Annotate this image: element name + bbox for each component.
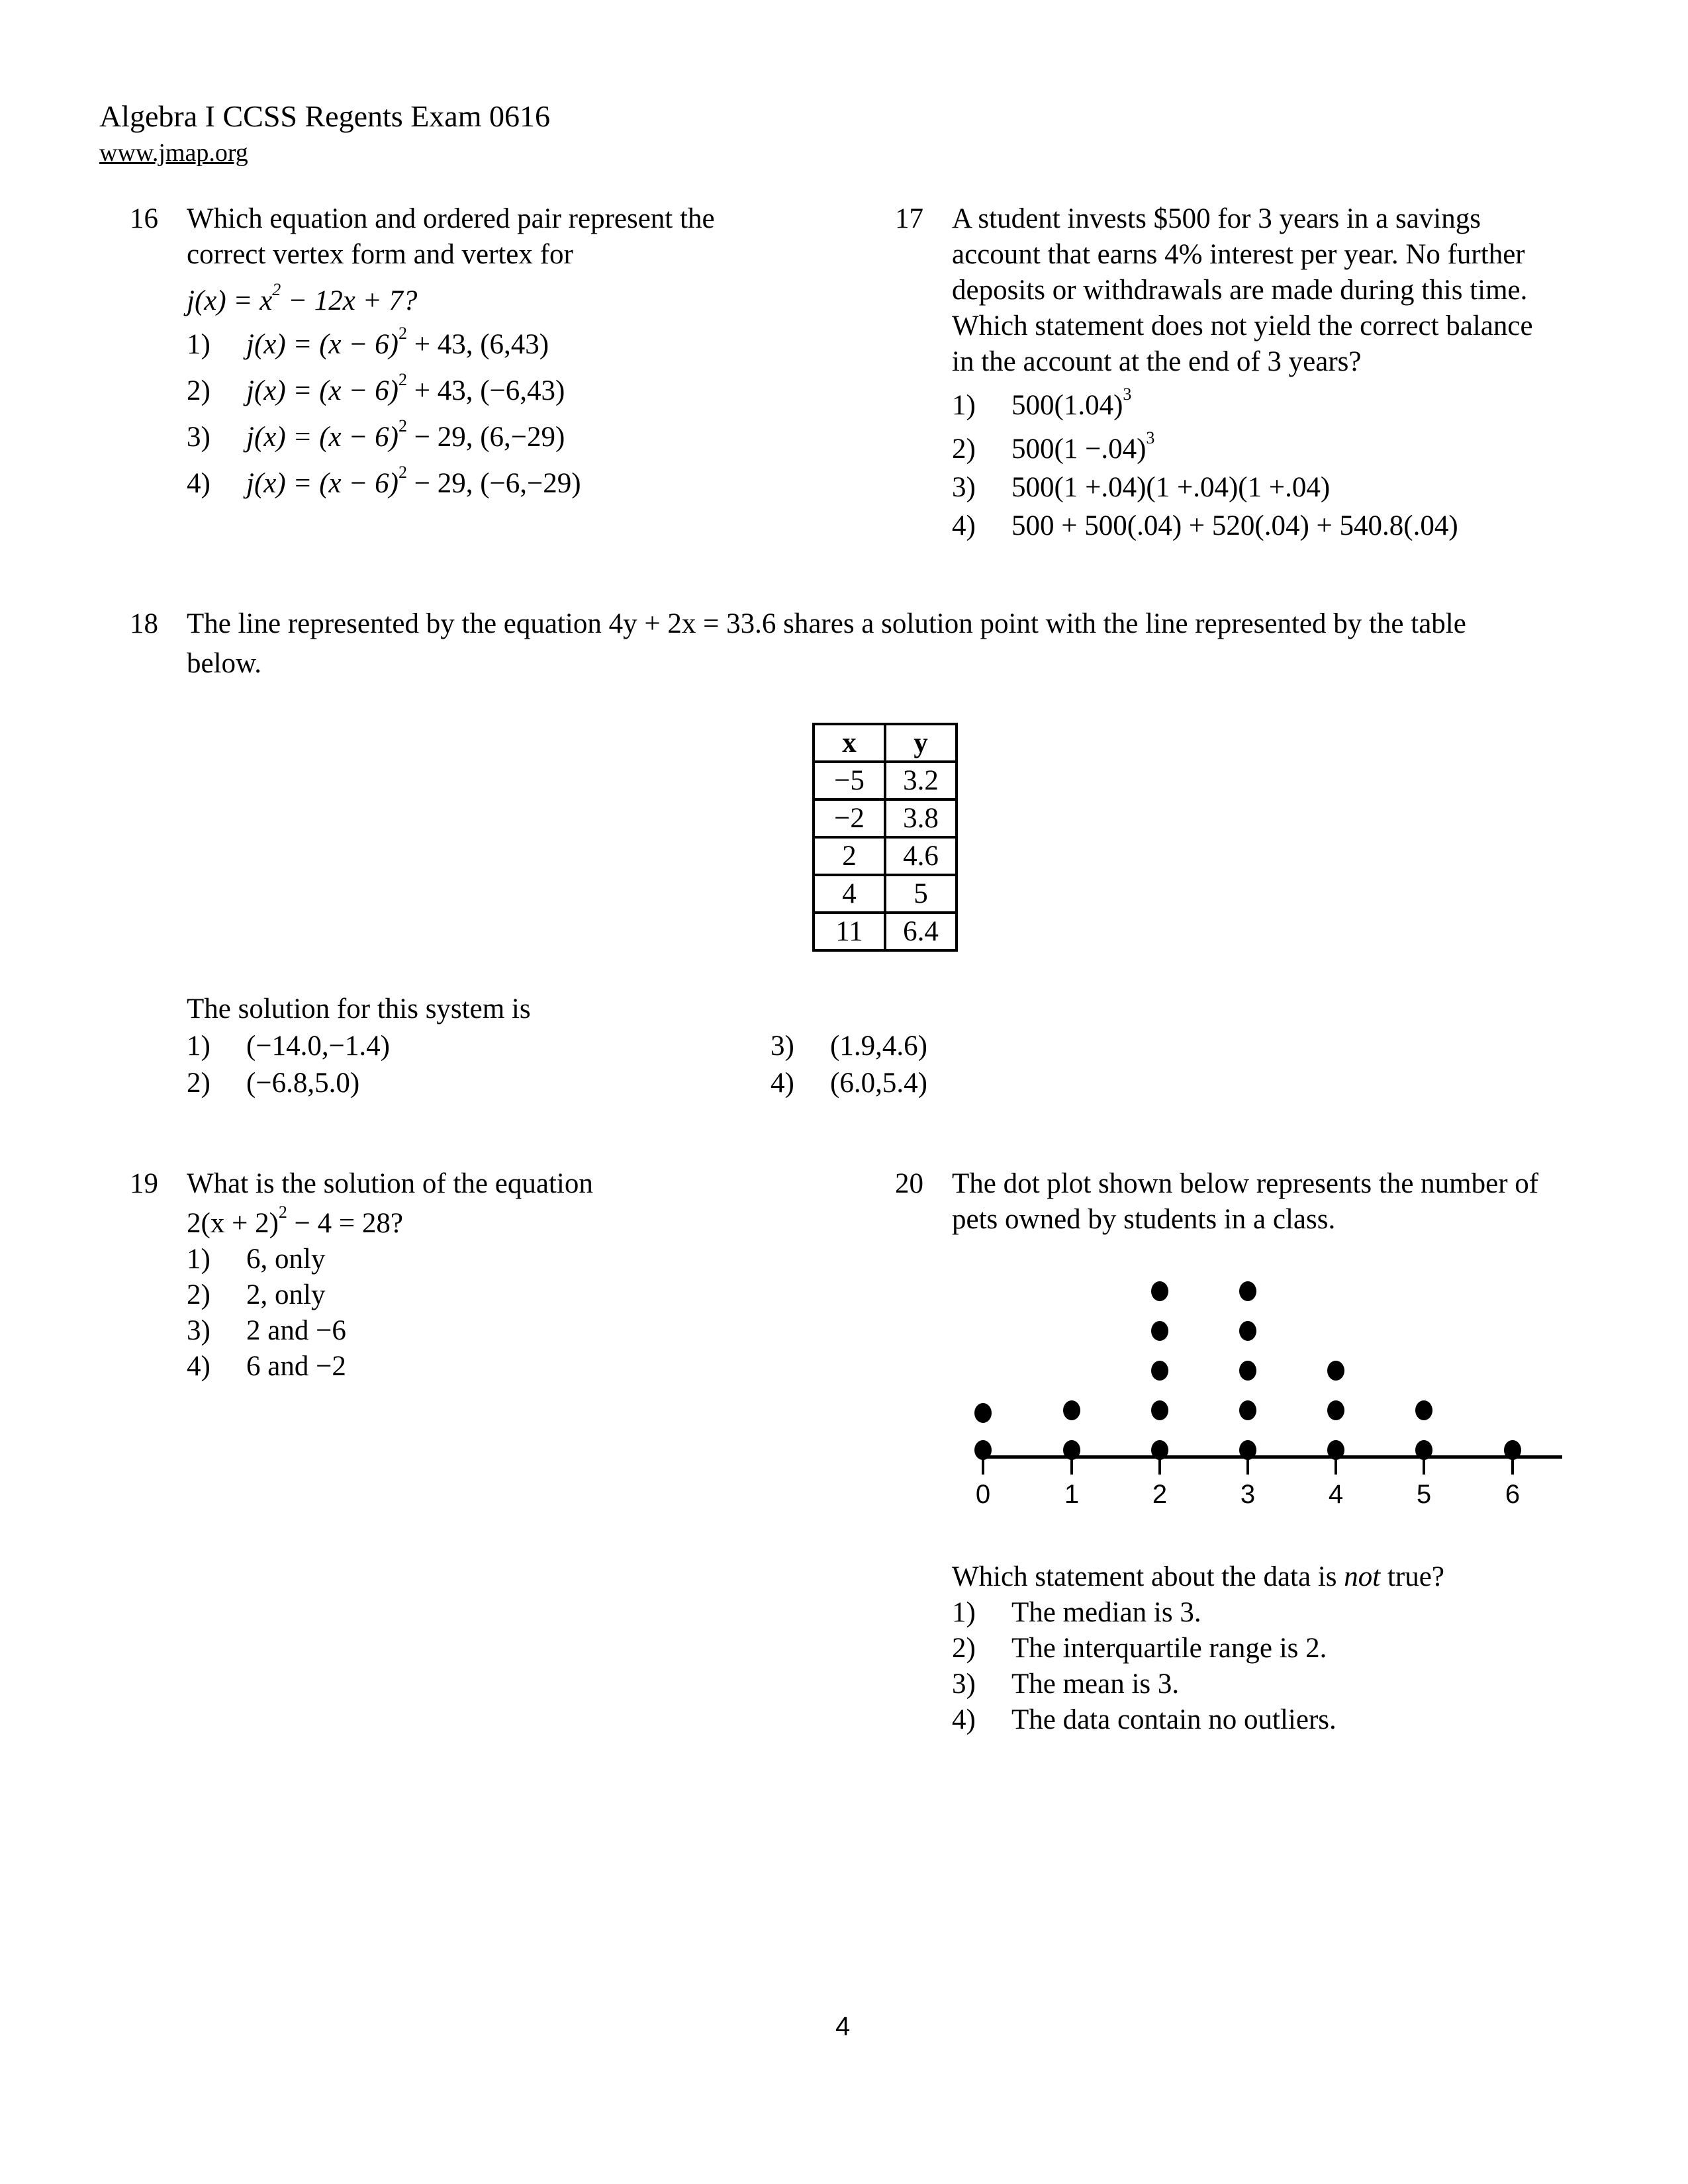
axis-tick [1335,1459,1337,1475]
answer-option[interactable]: 2) The interquartile range is 2. [952,1633,1327,1664]
question-text-line: The dot plot shown below represents the number of [952,1168,1539,1199]
data-dot [1063,1400,1080,1420]
question-text-line: correct vertex form and vertex for [187,239,573,270]
data-dot [1151,1281,1168,1301]
question-number: 16 [130,203,158,234]
axis-tick [1158,1459,1161,1475]
axis-tick-label: 6 [1505,1480,1521,1509]
table-row [814,799,957,837]
question-text-line: below. [187,648,262,679]
table-cell: 5 [885,875,957,913]
table-cell: 11 [814,913,885,950]
question-20 [895,1166,1623,1246]
question-text-line: Which statement does not yield the correct balance [952,310,1533,341]
question-text-line: Which equation and ordered pair represent the [187,203,715,234]
data-dot [974,1403,992,1423]
data-dot [1327,1400,1344,1420]
answer-option[interactable]: 2) $500(1 -.04)^3$ [952,428,1155,465]
answer-option[interactable]: 1) The median is 3. [952,1597,1201,1628]
equation: $2(x + 2)^2 - 4 = 28$? [187,1203,403,1239]
question-20-answers [952,1559,1614,1745]
answer-prompt: Which statement about the data is not true? [952,1561,1444,1592]
answer-option[interactable]: 4) 500 + 500(.04) + 520(.04) + 540.8(.04) [952,510,1458,541]
data-dot [1239,1321,1256,1341]
question-number: 18 [130,608,158,639]
answer-option[interactable]: 3) 2 and −6 [187,1315,346,1346]
table-header-y: y [885,724,957,762]
answer-option[interactable]: 3) (1.9,4.6) [771,1030,927,1062]
table-cell: 4.6 [885,837,957,875]
answer-option[interactable]: 3) 500(1 +.04)(1 +.04)(1 +.04) [952,472,1331,503]
table-row [814,875,957,913]
axis-tick [1423,1459,1425,1475]
question-text-line: pets owned by students in a class. [952,1204,1336,1235]
axis-tick [982,1459,984,1475]
table-cell: 2 [814,837,885,875]
data-dot [1239,1281,1256,1301]
answer-option[interactable]: 4) (6.0,5.4) [771,1068,927,1099]
axis-tick [1511,1459,1514,1475]
axis-tick-label: 1 [1064,1480,1080,1509]
data-dot [1239,1400,1256,1420]
table-cell: 6.4 [885,913,957,950]
data-dot [1415,1400,1432,1420]
question-18 [130,606,1619,686]
question-text-line: account that earns 4% interest per year. No further [952,239,1525,270]
document-title: Algebra I CCSS Regents Exam 0616 [99,99,550,133]
question-text-line: A student invests $500 for 3 years in a savings [952,203,1481,234]
xy-table [812,723,958,952]
answer-option[interactable]: 4) 6 and −2 [187,1351,346,1382]
answer-option[interactable]: 4) $j(x) = (x - 6)^2 - 29$, (−6,−29) [187,463,581,499]
question-17 [895,201,1623,559]
question-number: 20 [895,1168,923,1199]
axis-tick-label: 4 [1328,1480,1344,1509]
answer-prompt: The solution for this system is [187,993,531,1024]
answer-option[interactable]: 1) 6, only [187,1244,326,1275]
table-row [814,837,957,875]
answer-option[interactable]: 3) The mean is 3. [952,1668,1180,1700]
function-definition: $j(x) = x^2 - 12x + 7$? [187,280,418,316]
axis-tick [1070,1459,1073,1475]
axis-tick-label: 5 [1416,1480,1432,1509]
table-cell: 3.8 [885,799,957,837]
question-text-line: The line represented by the equation 4y + 2x = 33.6 shares a solution point with the line represented by the table [187,608,1466,639]
table-header-row [814,724,957,762]
axis-tick-label: 0 [975,1480,991,1509]
axis-tick-label: 3 [1240,1480,1256,1509]
table-cell: 3.2 [885,762,957,799]
data-dot [1151,1361,1168,1381]
data-dot [1239,1361,1256,1381]
table-header-x: x [814,724,885,762]
data-dot [1327,1361,1344,1381]
axis-tick [1246,1459,1249,1475]
question-text-line: in the account at the end of 3 years? [952,346,1362,377]
table-row [814,762,957,799]
data-dot [1151,1400,1168,1420]
data-dot [1151,1321,1168,1341]
question-number: 19 [130,1168,158,1199]
table-cell: −2 [814,799,885,837]
table-cell: 4 [814,875,885,913]
question-16 [130,201,831,519]
jmap-link[interactable]: www.jmap.org [99,139,248,167]
question-18-answers [187,991,981,1111]
answer-option[interactable]: 2) 2, only [187,1279,326,1310]
question-19 [130,1166,792,1391]
answer-option[interactable]: 1) $j(x) = (x - 6)^2 + 43$, (6,43) [187,324,549,360]
answer-option[interactable]: 2) $j(x) = (x - 6)^2 + 43$, (−6,43) [187,370,565,406]
question-number: 17 [895,203,923,234]
number-line-axis [980,1455,1562,1459]
question-text-line: What is the solution of the equation [187,1168,593,1199]
answer-option[interactable]: 1) (−14.0,−1.4) [187,1030,390,1062]
table-cell: −5 [814,762,885,799]
answer-option[interactable]: 1) $500(1.04)^3$ [952,385,1132,421]
answer-option[interactable]: 3) $j(x) = (x - 6)^2 - 29$, (6,−29) [187,416,565,453]
answer-option[interactable]: 2) (−6.8,5.0) [187,1068,360,1099]
table-row [814,913,957,950]
answer-option[interactable]: 4) The data contain no outliers. [952,1704,1336,1735]
question-text-line: deposits or withdrawals are made during this time. [952,275,1528,306]
page-number: 4 [835,2012,851,2041]
axis-tick-label: 2 [1152,1480,1168,1509]
